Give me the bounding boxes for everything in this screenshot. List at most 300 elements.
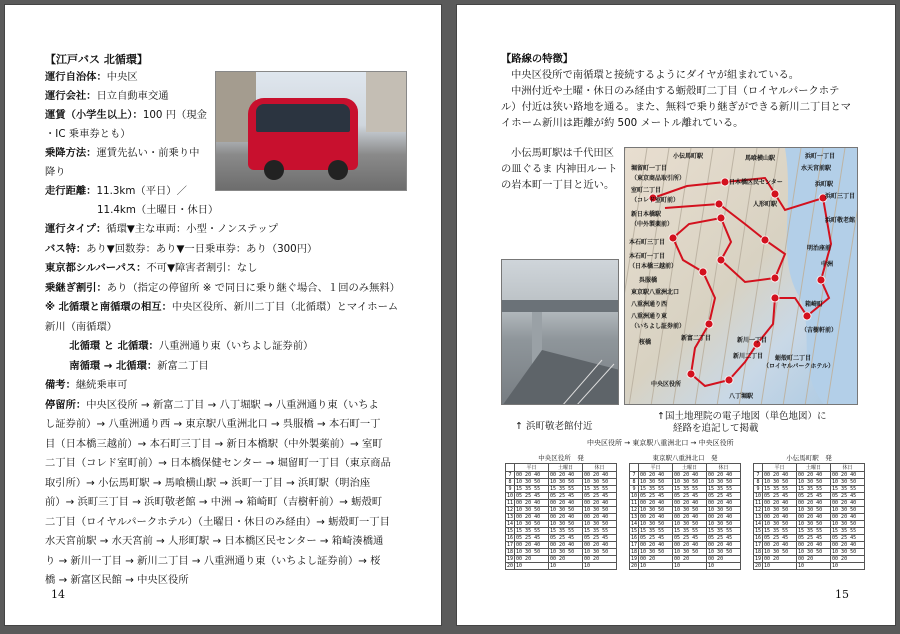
timetable-hour: 11 <box>755 500 762 506</box>
timetable-hour: 14 <box>755 521 762 527</box>
timetable <box>753 453 865 570</box>
timetable-hour: 7 <box>630 472 639 479</box>
right-page <box>456 4 896 626</box>
timetable-cell: 00 20 40 <box>797 514 831 521</box>
timetable-cell: 10 30 50 <box>549 549 583 556</box>
bus-stop-marker <box>803 312 811 320</box>
map-label: 水天宮前駅 <box>801 165 832 172</box>
timetable-hour: 20 <box>631 563 638 569</box>
route-map-graphic <box>625 148 858 405</box>
timetable-cell: 15 35 55 <box>673 486 707 493</box>
bus-stop-marker <box>715 200 723 208</box>
timetable-cell: 15 35 55 <box>583 528 617 535</box>
timetable-hour: 15 <box>507 528 514 534</box>
timetable-hour: 15 <box>755 528 762 534</box>
timetable-cell: 10 30 50 <box>797 521 831 528</box>
bus-stop-marker <box>717 256 725 264</box>
timetable-hour: 13 <box>507 514 514 520</box>
info-value: り → 新川一丁目 → 新川二丁目 → 八重洲通り東（いちよし証券前）→ 桜 <box>45 554 381 567</box>
info-value: 日立自動車交通 <box>96 90 169 102</box>
timetable-hour: 20 <box>755 563 762 569</box>
info-line <box>45 109 207 122</box>
timetable-hour: 14 <box>507 521 514 527</box>
left-page <box>4 4 442 626</box>
map-label: 桜橋 <box>639 339 652 346</box>
bus-stop-marker <box>687 370 695 378</box>
timetable-cell: 15 35 55 <box>639 528 673 535</box>
timetable-cell: 10 30 50 <box>583 479 617 486</box>
info-line <box>45 379 127 392</box>
info-line <box>45 223 278 236</box>
timetable-cell: 10 <box>797 563 831 570</box>
page-number-right: 15 <box>835 588 849 601</box>
timetable-cell: 10 30 50 <box>515 521 549 528</box>
bus-stop-marker <box>771 294 779 302</box>
timetable-cell: 10 <box>707 563 741 570</box>
timetable-cell: 05 25 45 <box>763 493 797 500</box>
timetable-col-header: 休日 <box>831 464 865 472</box>
map-label: 浜町敬老館 <box>825 217 856 224</box>
timetable-cell: 05 25 45 <box>549 535 583 542</box>
info-line <box>45 147 199 160</box>
info-value: 継続乗車可 <box>75 379 128 391</box>
timetable-cell: 00 20 40 <box>831 542 865 549</box>
timetable-hour: 9 <box>754 486 763 493</box>
map-label: 室町二丁目 <box>631 187 662 194</box>
info-line <box>59 360 209 373</box>
bus-stop-marker <box>705 320 713 328</box>
info-value: 運賃先払い・前乗り中 <box>96 147 200 159</box>
timetable-cell: 10 30 50 <box>639 507 673 514</box>
map-label: 呉服橋 <box>639 277 658 284</box>
timetable-cell: 15 35 55 <box>515 486 549 493</box>
timetable-cell: 00 20 40 <box>707 472 741 479</box>
timetable-cell: 10 30 50 <box>549 479 583 486</box>
info-line <box>45 438 383 451</box>
timetable-hour: 20 <box>507 563 514 569</box>
timetable-cell: 10 30 50 <box>831 507 865 514</box>
timetable-cell: 10 30 50 <box>583 549 617 556</box>
paragraph-1: 中央区役所で南循環と接続するようにダイヤが組まれている。 <box>511 69 800 81</box>
info-value: 中央区 <box>106 71 138 83</box>
timetable-hour: 10 <box>755 493 762 499</box>
timetable-cell: 00 20 40 <box>639 542 673 549</box>
timetable-cell: 15 35 55 <box>797 486 831 493</box>
paragraph-3-line-3: の岩本町一丁目と近い。 <box>501 179 615 191</box>
info-key: 乗継ぎ割引： <box>45 281 107 294</box>
timetable-cell: 00 20 <box>515 556 549 563</box>
timetable-cell: 15 35 55 <box>707 486 741 493</box>
timetable-cell: 10 30 50 <box>831 521 865 528</box>
timetable-cell: 15 35 55 <box>831 486 865 493</box>
timetable-cell: 00 20 40 <box>707 514 741 521</box>
info-line <box>45 535 383 548</box>
info-key: 運行会社： <box>45 90 97 102</box>
info-key: 走行距離： <box>45 185 97 197</box>
map-label: （コレド室町前） <box>631 197 680 204</box>
info-key: 運賃（小学生以上）： <box>45 109 143 121</box>
timetable-header: 東京駅八重洲北口 発 <box>652 454 718 462</box>
timetable-hour: 8 <box>506 479 515 486</box>
bus-stop-marker <box>771 190 779 198</box>
map-label: 小伝馬町駅 <box>673 153 704 160</box>
timetable-col-header: 平日 <box>515 464 549 472</box>
timetable-cell: 10 30 50 <box>763 549 797 556</box>
timetable-cell: 05 25 45 <box>549 493 583 500</box>
info-key: 運行自治体： <box>45 71 107 83</box>
map-label: 中央区役所 <box>651 381 682 388</box>
street-photo <box>501 259 619 405</box>
timetable-cell: 00 20 <box>797 556 831 563</box>
info-line <box>45 555 380 568</box>
timetable-cell: 00 20 40 <box>639 514 673 521</box>
info-value: あり（指定の停留所 ※ で同日に乗り継ぐ場合、１回のみ無料） <box>106 281 400 294</box>
timetable-cell: 15 35 55 <box>763 486 797 493</box>
timetable-cell: 05 25 45 <box>797 535 831 542</box>
map-label: （日本橋三越前） <box>629 263 678 270</box>
info-line <box>45 185 187 198</box>
timetable-title: 中央区役所 → 東京駅八重洲北口 → 中央区役所 <box>587 439 734 447</box>
info-key: 東京都シルバーパス： <box>45 262 147 274</box>
info-value: 中央区役所、新川二丁目（北循環）とマイホーム <box>171 301 399 313</box>
info-value: 不可▼障害者割引：なし <box>146 262 258 274</box>
timetable-cell: 10 30 50 <box>831 549 865 556</box>
timetable-cell: 00 20 40 <box>673 542 707 549</box>
timetable-cell: 10 30 50 <box>515 507 549 514</box>
info-value: し証券前）→ 八重洲通り西 → 東京駅八重洲北口 → 呉服橋 → 本石町一丁 <box>45 418 381 430</box>
timetable-cell: 10 30 50 <box>673 479 707 486</box>
bus-stop-marker <box>761 236 769 244</box>
timetable-cell: 05 25 45 <box>673 493 707 500</box>
timetable-header: 中央区役所 発 <box>538 454 584 462</box>
info-line <box>45 301 398 314</box>
info-value: 100 円（現金 <box>142 109 207 121</box>
bus-stop-marker <box>669 234 677 242</box>
info-value: 中央区役所 → 新富二丁目 → 八丁堀駅 → 八重洲通り東（いちよ <box>86 398 379 411</box>
timetable-cell: 05 25 45 <box>707 535 741 542</box>
map-label: 馬喰横山駅 <box>745 155 776 162</box>
timetable-cell: 10 30 50 <box>549 521 583 528</box>
timetable-cell: 00 20 40 <box>763 514 797 521</box>
info-line <box>45 243 317 256</box>
bus-stop-marker <box>699 268 707 276</box>
timetable-cell: 00 20 40 <box>673 500 707 507</box>
map-label: （ロイヤルパークホテル） <box>763 363 835 370</box>
timetable-cell: 10 30 50 <box>707 549 741 556</box>
info-key: 備考： <box>45 379 76 391</box>
timetable-cell: 00 20 40 <box>549 514 583 521</box>
map-caption-line-2: 経路を追記して掲載 <box>673 423 759 434</box>
timetable-cell: 00 20 <box>583 556 617 563</box>
timetable-cell: 00 20 40 <box>549 542 583 549</box>
map-label: 浜町三丁目 <box>825 193 856 200</box>
timetable-cell: 00 20 40 <box>707 542 741 549</box>
timetable-cell: 10 30 50 <box>549 507 583 514</box>
timetable-hour: 13 <box>631 514 638 520</box>
timetable-cell: 05 25 45 <box>673 535 707 542</box>
bus-stop-marker <box>721 178 729 186</box>
info-line <box>59 340 313 353</box>
info-value: 目（日本橋三越前）→ 本石町三丁目 → 新日本橋駅（中外製薬前）→ 室町 <box>45 437 383 450</box>
timetable-cell: 15 35 55 <box>797 528 831 535</box>
timetable-col-header: 平日 <box>639 464 673 472</box>
timetable-hour: 16 <box>507 535 514 541</box>
map-label: 蛎殻町二丁目 <box>775 355 812 362</box>
map-label: 本石町一丁目 <box>629 253 666 260</box>
timetable-cell: 00 20 40 <box>583 472 617 479</box>
info-line <box>45 477 370 490</box>
timetable-cell: 05 25 45 <box>583 493 617 500</box>
timetable-hour: 18 <box>631 549 638 555</box>
info-value: 新川（南循環） <box>45 320 118 333</box>
info-line <box>45 128 131 141</box>
timetable-cell: 10 30 50 <box>707 507 741 514</box>
timetable-cell: 00 20 <box>673 556 707 563</box>
timetable-cell: 05 25 45 <box>515 535 549 542</box>
timetable-hour: 9 <box>506 486 515 493</box>
timetable-cell: 10 30 50 <box>673 507 707 514</box>
timetable-cell: 05 25 45 <box>707 493 741 500</box>
info-key: バス特： <box>45 242 87 255</box>
timetable-hour: 9 <box>630 486 639 493</box>
info-value: 降り <box>45 166 66 178</box>
timetable-cell: 10 30 50 <box>639 549 673 556</box>
timetable-cell: 10 30 50 <box>515 549 549 556</box>
timetable-cell: 00 20 40 <box>639 472 673 479</box>
route-map <box>624 147 858 405</box>
info-line <box>97 204 218 217</box>
timetable-cell: 05 25 45 <box>831 535 865 542</box>
timetable-cell: 15 35 55 <box>583 486 617 493</box>
timetable-hour: 19 <box>755 556 762 562</box>
info-line <box>45 282 400 295</box>
photo-caption: ↑ 浜町敬老館付近 <box>515 421 593 432</box>
timetable-cell: 05 25 45 <box>763 535 797 542</box>
timetable-hour: 10 <box>507 493 514 499</box>
timetable-hour: 17 <box>755 542 762 548</box>
paragraph-2-line-1: 中洲付近や土曜・休日のみ経由する蛎殻町二丁目（ロイヤルパークホテ <box>511 85 840 97</box>
info-value: 11.4km（土曜日・休日） <box>97 204 219 216</box>
timetable-hour: 8 <box>630 479 639 486</box>
timetable-cell: 05 25 45 <box>515 493 549 500</box>
info-line <box>45 516 390 529</box>
timetable-cell: 10 <box>673 563 707 570</box>
timetable-cell: 00 20 40 <box>515 542 549 549</box>
timetable-cell: 10 30 50 <box>797 549 831 556</box>
timetable-cell: 00 20 40 <box>515 500 549 507</box>
timetable-cell: 00 20 40 <box>797 500 831 507</box>
paragraph-2-line-2: ル）付近は狭い路地を通る。また、無料で乗り継ぎができる新川二丁目とマ <box>501 101 852 113</box>
bus-stop-marker <box>817 276 825 284</box>
map-caption-line-1: ↑国土地理院の電子地図（単色地図）に <box>657 411 827 422</box>
timetable-cell: 10 30 50 <box>583 507 617 514</box>
timetable-cell: 15 35 55 <box>673 528 707 535</box>
info-value: ・IC 乗車券とも） <box>45 128 131 140</box>
info-key: 乗降方法： <box>45 147 97 159</box>
timetable-cell: 00 20 40 <box>831 500 865 507</box>
timetable-hour: 19 <box>631 556 638 562</box>
timetable-cell: 00 20 <box>707 556 741 563</box>
timetable-cell: 05 25 45 <box>583 535 617 542</box>
timetable-cell: 00 20 40 <box>639 500 673 507</box>
timetable-cell: 15 35 55 <box>515 528 549 535</box>
timetable-hour: 16 <box>631 535 638 541</box>
timetable-cell: 10 30 50 <box>673 549 707 556</box>
map-label: 堀留町一丁目 <box>631 165 668 172</box>
timetable-hour: 12 <box>631 507 638 513</box>
info-value: あり▼回数券：あり▼一日乗車券：あり（300円） <box>86 242 318 255</box>
timetable-hour: 16 <box>755 535 762 541</box>
timetable-cell: 15 35 55 <box>549 486 583 493</box>
timetable-cell: 10 <box>549 563 583 570</box>
timetable-cell: 10 30 50 <box>639 521 673 528</box>
info-value: 二丁目（コレド室町前）→ 日本橋保健センター → 堀留町一丁目（東京商品 <box>45 457 391 469</box>
info-line <box>45 457 391 470</box>
timetable-col-header: 平日 <box>763 464 797 472</box>
page-number-left: 14 <box>51 588 65 601</box>
timetable-cell: 15 35 55 <box>549 528 583 535</box>
timetable-cell: 10 <box>763 563 797 570</box>
timetable-cell: 10 30 50 <box>707 521 741 528</box>
map-label: 本石町三丁目 <box>629 239 666 246</box>
info-value: 八重洲通り東（いちよし証券前） <box>158 340 314 352</box>
timetable-cell: 00 20 40 <box>831 514 865 521</box>
info-value: 水天宮前駅 → 水天宮前 → 人形町駅 → 日本橋区民センター → 箱崎湊橋通 <box>45 535 384 547</box>
info-value: 橋 → 新富区民館 → 中央区役所 <box>45 574 189 586</box>
timetable-hour: 7 <box>506 472 515 479</box>
timetable-col-header: 土曜日 <box>549 464 583 472</box>
timetable-cell: 00 20 <box>763 556 797 563</box>
timetable-cell: 00 20 40 <box>549 472 583 479</box>
map-label: 浜町駅 <box>815 181 834 188</box>
paragraph-2-line-3: イホーム新川は距離が約 500 メートル離れている。 <box>501 117 744 129</box>
info-key: 南循環 → 北循環： <box>59 359 158 372</box>
timetable-cell: 10 30 50 <box>583 521 617 528</box>
timetable-cell: 00 20 40 <box>763 472 797 479</box>
timetable-cell: 00 20 <box>549 556 583 563</box>
info-value: 二丁目（ロイヤルパークホテル）（土曜日・休日のみ経由）→ 蛎殻町一丁目 <box>45 515 390 528</box>
timetable-cell: 00 20 40 <box>707 500 741 507</box>
paragraph-3-line-2: の皿ぐるま 内神田ルート <box>501 163 618 175</box>
timetable-grid <box>753 463 865 570</box>
paragraph-3-line-1: 小伝馬町駅は千代田区 <box>511 147 614 159</box>
map-label: （いちよし証券前） <box>631 323 686 330</box>
timetable-cell: 05 25 45 <box>797 493 831 500</box>
timetable-cell: 05 25 45 <box>639 535 673 542</box>
timetable-cell: 10 30 50 <box>707 479 741 486</box>
timetable-hour: 17 <box>507 542 514 548</box>
timetable-hour: 10 <box>631 493 638 499</box>
timetable-cell: 15 35 55 <box>831 528 865 535</box>
timetable-cell: 00 20 40 <box>831 472 865 479</box>
timetable-cell: 00 20 40 <box>763 500 797 507</box>
timetable-cell: 15 35 55 <box>639 486 673 493</box>
timetable-cell: 00 20 40 <box>515 514 549 521</box>
timetable-hour: 14 <box>631 521 638 527</box>
bus-stop-marker <box>771 274 779 282</box>
map-label: 八重洲通り東 <box>631 313 668 320</box>
timetable-hour: 13 <box>755 514 762 520</box>
map-label: 明治座前 <box>807 245 832 252</box>
info-value: 新富二丁目 <box>157 359 209 372</box>
timetable-cell: 00 20 40 <box>583 500 617 507</box>
timetable-cell: 10 <box>515 563 549 570</box>
info-line <box>45 574 189 587</box>
timetable-cell: 00 20 <box>831 556 865 563</box>
timetable-cell: 10 30 50 <box>763 479 797 486</box>
timetable-cell: 00 20 <box>639 556 673 563</box>
map-label: （東京商品取引所） <box>631 175 686 182</box>
timetable-grid <box>505 463 617 570</box>
timetable-cell: 10 <box>583 563 617 570</box>
timetable-cell: 10 30 50 <box>831 479 865 486</box>
info-line <box>45 71 138 84</box>
timetable-hour: 18 <box>755 549 762 555</box>
section-heading: 【路線の特徴】 <box>501 53 574 65</box>
section-title: 【江戸バス 北循環】 <box>45 53 148 66</box>
timetable-cell: 10 30 50 <box>763 507 797 514</box>
info-line <box>45 496 382 509</box>
timetable <box>505 453 617 570</box>
timetable-cell: 10 30 50 <box>515 479 549 486</box>
timetable-cell: 15 35 55 <box>707 528 741 535</box>
timetable-col-header: 土曜日 <box>673 464 707 472</box>
map-label: 日本橋区民センター <box>729 179 783 186</box>
info-line <box>45 418 380 431</box>
timetable <box>629 453 741 570</box>
timetable-cell: 00 20 40 <box>673 472 707 479</box>
timetable-cell: 00 20 40 <box>797 542 831 549</box>
timetable-grid <box>629 463 741 570</box>
map-label: 浜町一丁目 <box>805 153 836 160</box>
map-label: （吉樹軒前） <box>801 327 838 334</box>
timetable-cell: 15 35 55 <box>763 528 797 535</box>
timetable-cell: 05 25 45 <box>831 493 865 500</box>
timetable-hour: 18 <box>507 549 514 555</box>
timetable-cell: 00 20 40 <box>763 542 797 549</box>
info-value: 取引所）→ 小伝馬町駅 → 馬喰横山駅 → 浜町一丁目 → 浜町駅（明治座 <box>45 476 371 489</box>
timetable-cell: 10 30 50 <box>639 479 673 486</box>
timetable-cell: 10 <box>639 563 673 570</box>
info-key: 停留所： <box>45 398 87 411</box>
timetable-header: 小伝馬町駅 発 <box>786 454 832 462</box>
timetable-cell: 00 20 40 <box>797 472 831 479</box>
map-label: 新川二丁目 <box>733 353 764 360</box>
timetable-cell: 00 20 40 <box>583 514 617 521</box>
timetable-cell: 05 25 45 <box>639 493 673 500</box>
timetable-cell: 10 30 50 <box>797 507 831 514</box>
timetable-cell: 00 20 40 <box>673 514 707 521</box>
timetable-cell: 10 <box>831 563 865 570</box>
info-line <box>45 321 117 334</box>
timetable-hour: 15 <box>631 528 638 534</box>
timetable-cell: 10 30 50 <box>673 521 707 528</box>
timetable-hour: 12 <box>507 507 514 513</box>
timetable-cell: 00 20 40 <box>515 472 549 479</box>
timetable-hour: 19 <box>507 556 514 562</box>
timetable-col-header: 土曜日 <box>797 464 831 472</box>
timetable-cell: 00 20 40 <box>549 500 583 507</box>
timetable-cell: 10 30 50 <box>763 521 797 528</box>
timetable-cell: 10 30 50 <box>797 479 831 486</box>
timetable-hour: 12 <box>755 507 762 513</box>
timetable-col-header: 休日 <box>583 464 617 472</box>
info-line <box>45 399 379 412</box>
map-label: 新富二丁目 <box>681 335 712 342</box>
bus-photo <box>215 71 407 191</box>
timetable-col-header: 休日 <box>707 464 741 472</box>
timetable-hour: 11 <box>631 500 638 506</box>
